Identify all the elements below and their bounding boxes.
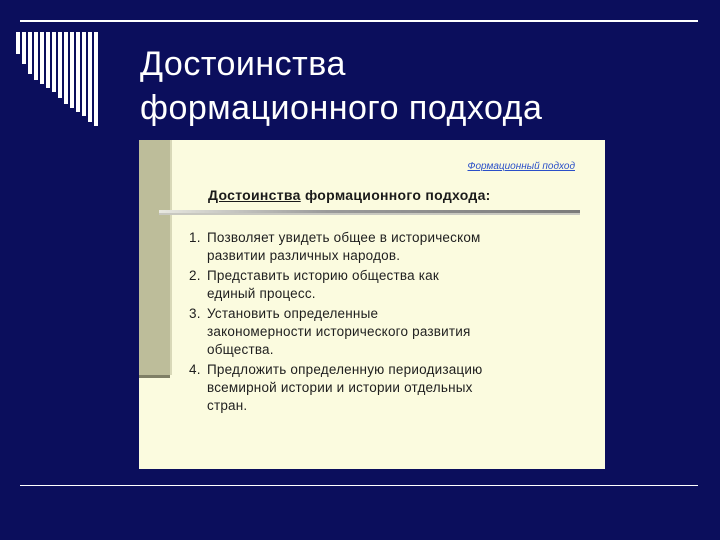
list-item-text: закономерности исторического развития bbox=[207, 324, 471, 339]
list-item-text: Установить определенные bbox=[207, 306, 379, 321]
header-link[interactable]: Формационный подход bbox=[467, 161, 575, 172]
stripe bbox=[22, 32, 26, 64]
stripe bbox=[46, 32, 50, 88]
list-item-number: 1. bbox=[189, 230, 201, 245]
stripe bbox=[28, 32, 32, 74]
inner-title-rule-shadow bbox=[159, 213, 580, 215]
list-item bbox=[189, 361, 599, 415]
slide-title-line-2: формационного подхода bbox=[140, 89, 543, 127]
list-item bbox=[189, 305, 599, 359]
stripe bbox=[64, 32, 68, 104]
list-item-text: Представить историю общества как bbox=[207, 268, 439, 283]
stripe bbox=[70, 32, 74, 108]
list-item-number: 3. bbox=[189, 306, 201, 321]
bottom-divider-line bbox=[20, 485, 698, 486]
embedded-slide-image bbox=[139, 140, 605, 469]
list-item bbox=[189, 229, 599, 265]
list-item bbox=[189, 267, 599, 303]
stripe bbox=[16, 32, 20, 54]
stripe bbox=[76, 32, 80, 112]
top-divider-line bbox=[20, 20, 698, 22]
stripe bbox=[58, 32, 62, 98]
inner-title bbox=[208, 187, 491, 203]
stripe bbox=[40, 32, 44, 84]
slide-title bbox=[140, 42, 700, 130]
stripe bbox=[82, 32, 86, 116]
list-item-number: 2. bbox=[189, 268, 201, 283]
inner-title-rest: формационного подхода: bbox=[300, 187, 491, 203]
advantages-list bbox=[189, 229, 599, 417]
list-item-text: всемирной истории и истории отдельных bbox=[207, 380, 473, 395]
list-item-number: 4. bbox=[189, 362, 201, 377]
inner-title-underlined: Достоинства bbox=[208, 187, 301, 203]
list-item-text: Предложить определенную периодизацию bbox=[207, 362, 483, 377]
slide-title-line-1: Достоинства bbox=[140, 45, 346, 83]
list-item-text: стран. bbox=[207, 398, 248, 413]
decorative-stripes bbox=[16, 32, 116, 127]
stripe bbox=[94, 32, 98, 126]
stripe bbox=[88, 32, 92, 122]
image-side-bar bbox=[139, 140, 172, 375]
stripe bbox=[34, 32, 38, 80]
list-item-text: развитии различных народов. bbox=[207, 248, 401, 263]
stripe bbox=[52, 32, 56, 92]
list-item-text: общества. bbox=[207, 342, 274, 357]
list-item-text: Позволяет увидеть общее в историческом bbox=[207, 230, 481, 245]
list-item-text: единый процесс. bbox=[207, 286, 316, 301]
